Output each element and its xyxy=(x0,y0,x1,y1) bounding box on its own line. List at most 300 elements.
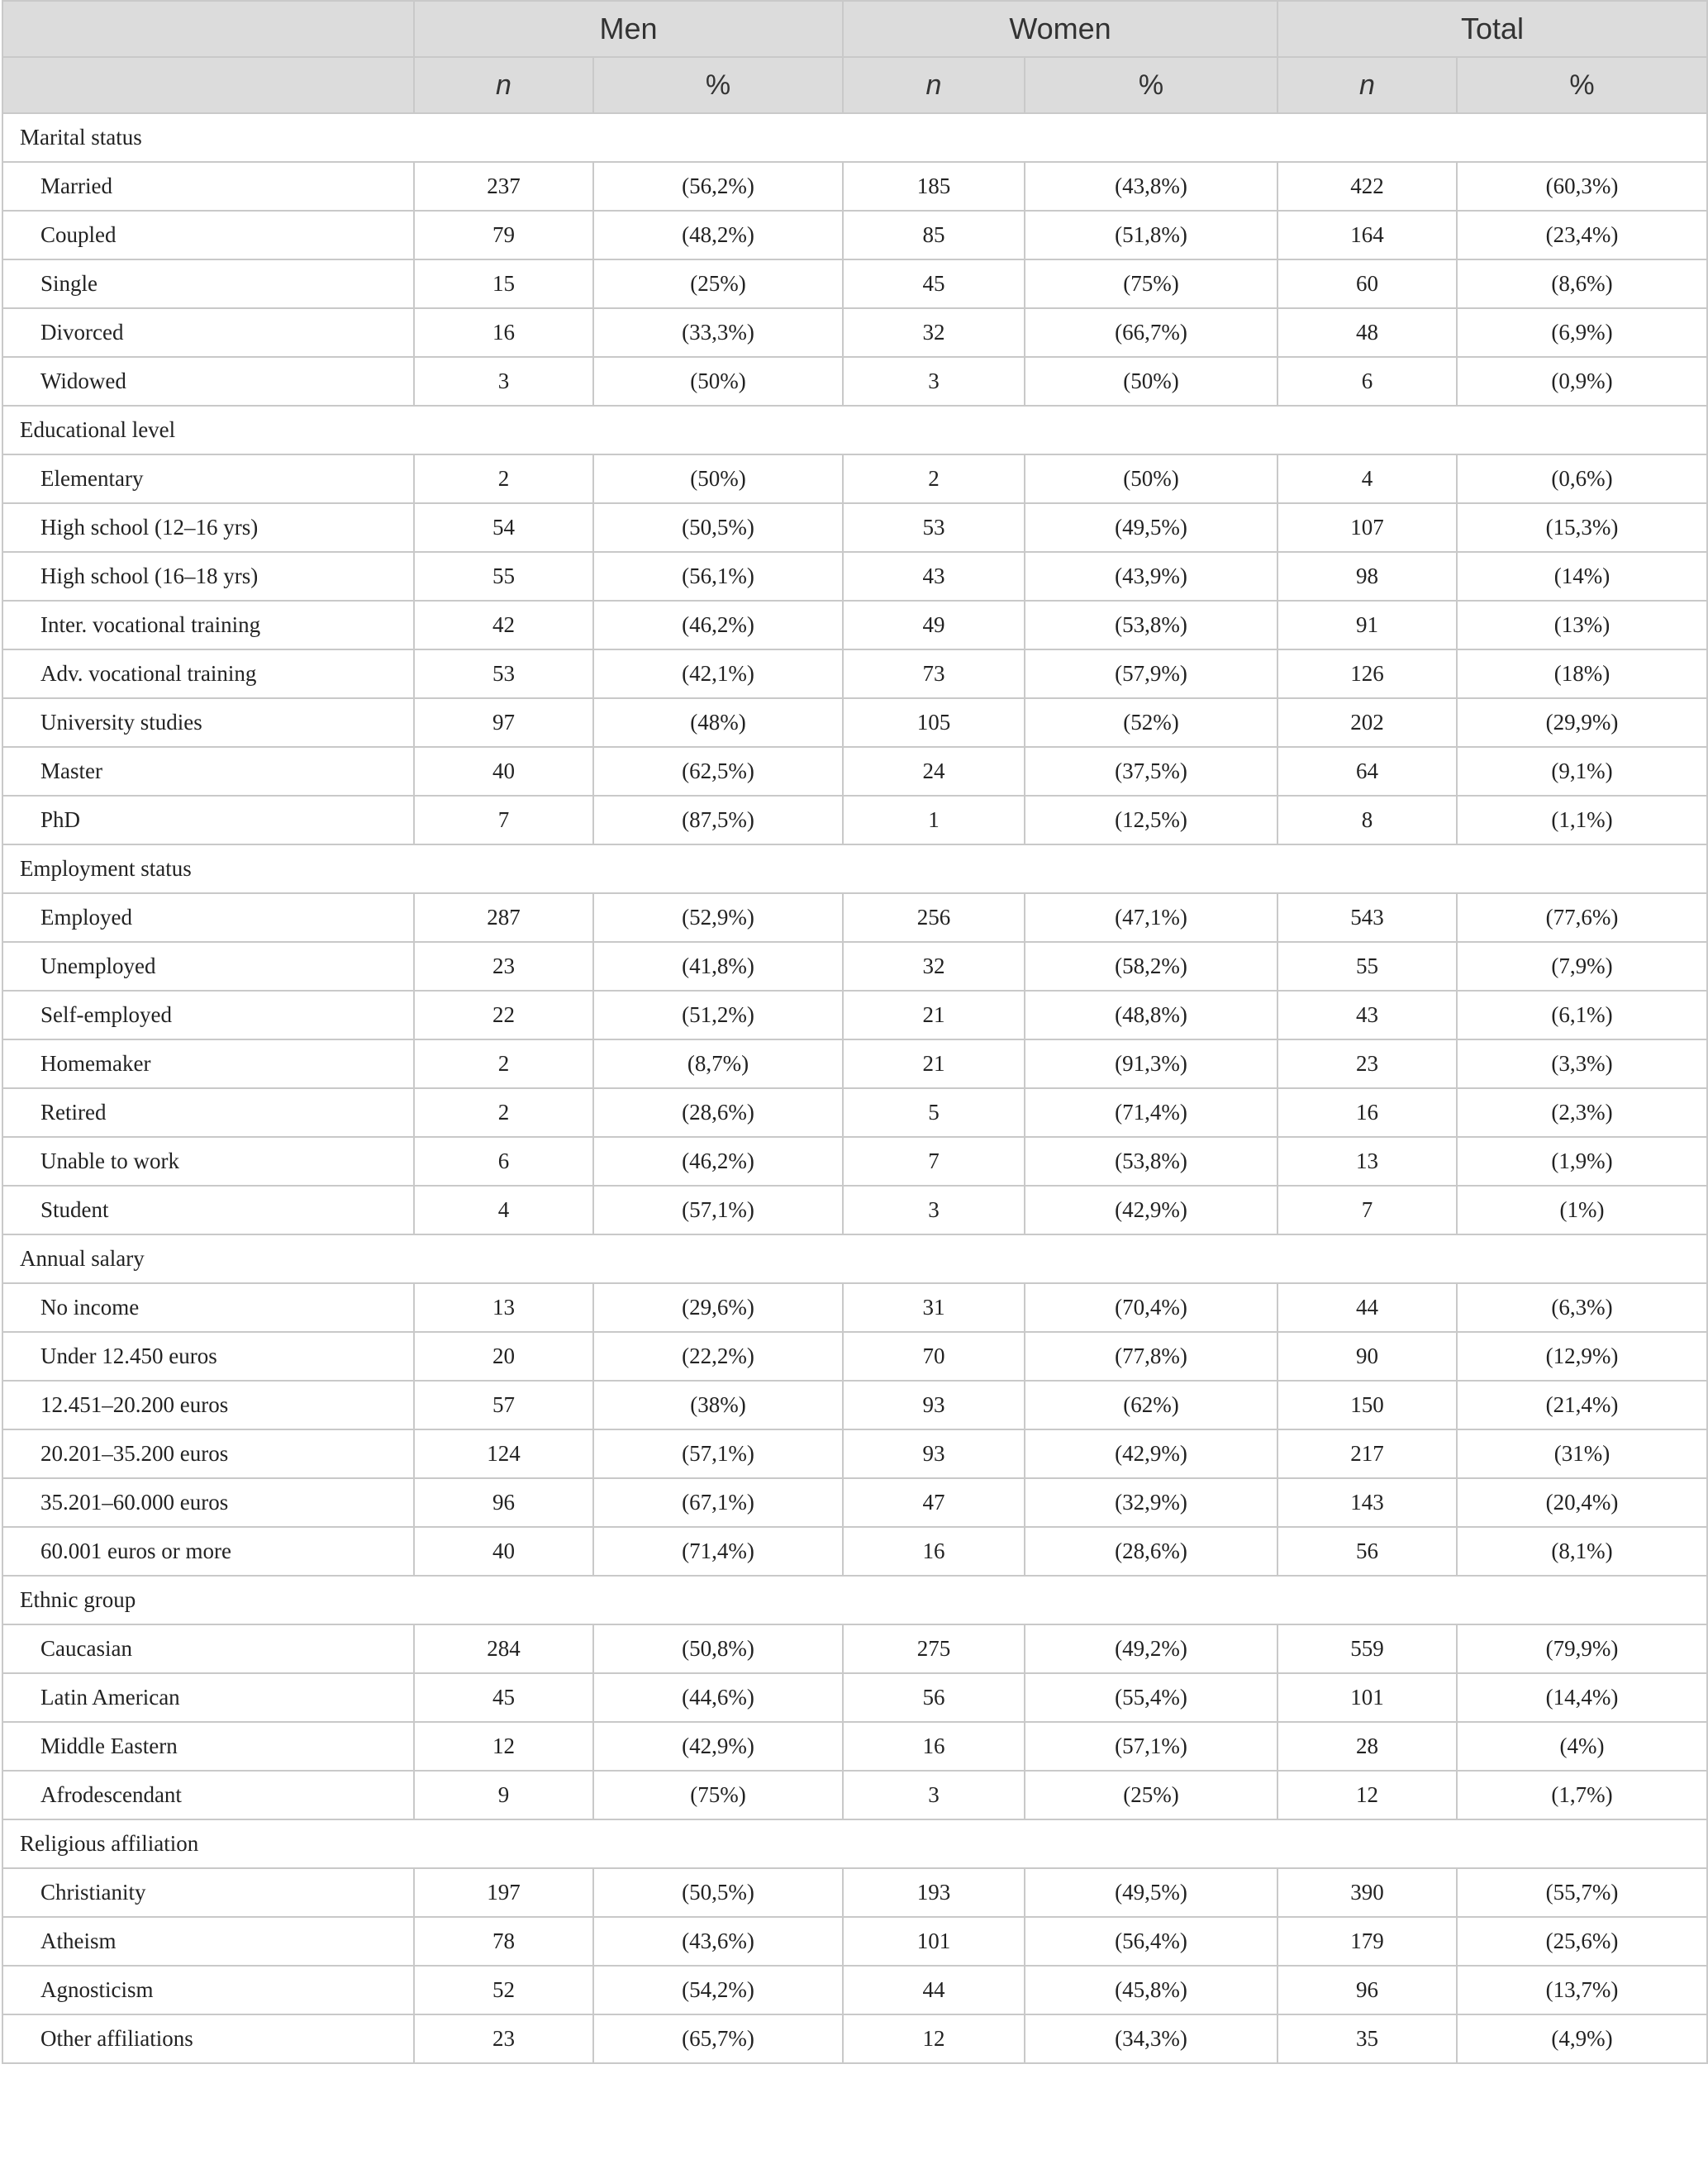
men-percent-cell: (51,2%) xyxy=(593,991,843,1039)
row-label: No income xyxy=(2,1283,414,1332)
section-title: Employment status xyxy=(2,844,1707,893)
men-percent-cell: (46,2%) xyxy=(593,601,843,649)
men-n-cell: 6 xyxy=(414,1137,593,1186)
row-label: Self-employed xyxy=(2,991,414,1039)
women-percent-cell: (55,4%) xyxy=(1025,1673,1277,1722)
total-n-cell: 13 xyxy=(1277,1137,1457,1186)
total-percent-cell: (20,4%) xyxy=(1457,1478,1707,1527)
total-n-cell: 179 xyxy=(1277,1917,1457,1966)
total-percent-cell: (1%) xyxy=(1457,1186,1707,1234)
header-men-n: n xyxy=(414,57,593,113)
table-row xyxy=(2,942,1707,991)
total-percent-cell: (23,4%) xyxy=(1457,211,1707,259)
women-percent-cell: (53,8%) xyxy=(1025,601,1277,649)
row-label: High school (12–16 yrs) xyxy=(2,503,414,552)
women-percent-cell: (48,8%) xyxy=(1025,991,1277,1039)
total-n-cell: 6 xyxy=(1277,357,1457,406)
total-percent-cell: (15,3%) xyxy=(1457,503,1707,552)
women-percent-cell: (58,2%) xyxy=(1025,942,1277,991)
total-n-cell: 90 xyxy=(1277,1332,1457,1381)
men-n-cell: 40 xyxy=(414,747,593,796)
header-men-percent: % xyxy=(593,57,843,113)
women-percent-cell: (49,2%) xyxy=(1025,1624,1277,1673)
section-title: Educational level xyxy=(2,406,1707,454)
women-n-cell: 32 xyxy=(843,942,1025,991)
women-percent-cell: (91,3%) xyxy=(1025,1039,1277,1088)
men-n-cell: 15 xyxy=(414,259,593,308)
section-title: Ethnic group xyxy=(2,1576,1707,1624)
women-percent-cell: (12,5%) xyxy=(1025,796,1277,844)
header-women-percent: % xyxy=(1025,57,1277,113)
total-n-cell: 60 xyxy=(1277,259,1457,308)
women-n-cell: 31 xyxy=(843,1283,1025,1332)
women-n-cell: 3 xyxy=(843,357,1025,406)
table-row xyxy=(2,308,1707,357)
men-percent-cell: (50,5%) xyxy=(593,1868,843,1917)
men-percent-cell: (25%) xyxy=(593,259,843,308)
women-percent-cell: (32,9%) xyxy=(1025,1478,1277,1527)
total-percent-cell: (14,4%) xyxy=(1457,1673,1707,1722)
header-total-n: n xyxy=(1277,57,1457,113)
total-n-cell: 23 xyxy=(1277,1039,1457,1088)
men-percent-cell: (62,5%) xyxy=(593,747,843,796)
total-n-cell: 43 xyxy=(1277,991,1457,1039)
women-n-cell: 21 xyxy=(843,991,1025,1039)
total-n-cell: 126 xyxy=(1277,649,1457,698)
men-percent-cell: (54,2%) xyxy=(593,1966,843,2014)
men-n-cell: 23 xyxy=(414,942,593,991)
total-percent-cell: (2,3%) xyxy=(1457,1088,1707,1137)
row-label: PhD xyxy=(2,796,414,844)
header-total-percent: % xyxy=(1457,57,1707,113)
men-percent-cell: (50,8%) xyxy=(593,1624,843,1673)
total-percent-cell: (14%) xyxy=(1457,552,1707,601)
women-n-cell: 3 xyxy=(843,1771,1025,1819)
total-percent-cell: (12,9%) xyxy=(1457,1332,1707,1381)
women-n-cell: 85 xyxy=(843,211,1025,259)
table-row xyxy=(2,1039,1707,1088)
men-percent-cell: (48,2%) xyxy=(593,211,843,259)
table-row xyxy=(2,893,1707,942)
row-label: Under 12.450 euros xyxy=(2,1332,414,1381)
total-n-cell: 96 xyxy=(1277,1966,1457,2014)
total-n-cell: 390 xyxy=(1277,1868,1457,1917)
total-n-cell: 107 xyxy=(1277,503,1457,552)
row-label: Latin American xyxy=(2,1673,414,1722)
table-row xyxy=(2,991,1707,1039)
header-subcolumn-row xyxy=(2,57,1707,113)
section-header-row xyxy=(2,844,1707,893)
total-percent-cell: (4%) xyxy=(1457,1722,1707,1771)
women-percent-cell: (37,5%) xyxy=(1025,747,1277,796)
total-percent-cell: (0,6%) xyxy=(1457,454,1707,503)
men-n-cell: 79 xyxy=(414,211,593,259)
women-n-cell: 93 xyxy=(843,1429,1025,1478)
row-label: 12.451–20.200 euros xyxy=(2,1381,414,1429)
men-n-cell: 23 xyxy=(414,2014,593,2063)
table-row xyxy=(2,552,1707,601)
women-percent-cell: (66,7%) xyxy=(1025,308,1277,357)
men-percent-cell: (43,6%) xyxy=(593,1917,843,1966)
women-percent-cell: (50%) xyxy=(1025,357,1277,406)
men-percent-cell: (65,7%) xyxy=(593,2014,843,2063)
men-percent-cell: (42,9%) xyxy=(593,1722,843,1771)
men-percent-cell: (57,1%) xyxy=(593,1186,843,1234)
men-percent-cell: (33,3%) xyxy=(593,308,843,357)
men-percent-cell: (67,1%) xyxy=(593,1478,843,1527)
women-percent-cell: (50%) xyxy=(1025,454,1277,503)
row-label: Retired xyxy=(2,1088,414,1137)
women-percent-cell: (42,9%) xyxy=(1025,1186,1277,1234)
women-n-cell: 43 xyxy=(843,552,1025,601)
total-percent-cell: (0,9%) xyxy=(1457,357,1707,406)
men-percent-cell: (22,2%) xyxy=(593,1332,843,1381)
men-percent-cell: (8,7%) xyxy=(593,1039,843,1088)
women-n-cell: 24 xyxy=(843,747,1025,796)
men-percent-cell: (57,1%) xyxy=(593,1429,843,1478)
women-percent-cell: (45,8%) xyxy=(1025,1966,1277,2014)
row-label: Caucasian xyxy=(2,1624,414,1673)
row-label: Afrodescendant xyxy=(2,1771,414,1819)
row-label: Other affiliations xyxy=(2,2014,414,2063)
table-row xyxy=(2,1137,1707,1186)
men-n-cell: 45 xyxy=(414,1673,593,1722)
row-label: Christianity xyxy=(2,1868,414,1917)
men-n-cell: 52 xyxy=(414,1966,593,2014)
women-n-cell: 101 xyxy=(843,1917,1025,1966)
men-n-cell: 197 xyxy=(414,1868,593,1917)
row-label: 35.201–60.000 euros xyxy=(2,1478,414,1527)
total-percent-cell: (25,6%) xyxy=(1457,1917,1707,1966)
men-n-cell: 2 xyxy=(414,454,593,503)
men-percent-cell: (87,5%) xyxy=(593,796,843,844)
men-percent-cell: (52,9%) xyxy=(593,893,843,942)
men-n-cell: 9 xyxy=(414,1771,593,1819)
women-percent-cell: (25%) xyxy=(1025,1771,1277,1819)
row-label: Widowed xyxy=(2,357,414,406)
total-n-cell: 150 xyxy=(1277,1381,1457,1429)
men-n-cell: 22 xyxy=(414,991,593,1039)
women-n-cell: 93 xyxy=(843,1381,1025,1429)
table-row xyxy=(2,796,1707,844)
men-n-cell: 40 xyxy=(414,1527,593,1576)
total-percent-cell: (6,1%) xyxy=(1457,991,1707,1039)
men-percent-cell: (50%) xyxy=(593,454,843,503)
women-n-cell: 16 xyxy=(843,1722,1025,1771)
table-row xyxy=(2,1283,1707,1332)
women-percent-cell: (49,5%) xyxy=(1025,503,1277,552)
men-n-cell: 96 xyxy=(414,1478,593,1527)
women-percent-cell: (57,9%) xyxy=(1025,649,1277,698)
women-n-cell: 105 xyxy=(843,698,1025,747)
total-n-cell: 16 xyxy=(1277,1088,1457,1137)
total-percent-cell: (29,9%) xyxy=(1457,698,1707,747)
women-percent-cell: (43,9%) xyxy=(1025,552,1277,601)
women-percent-cell: (47,1%) xyxy=(1025,893,1277,942)
total-n-cell: 143 xyxy=(1277,1478,1457,1527)
total-n-cell: 44 xyxy=(1277,1283,1457,1332)
women-n-cell: 70 xyxy=(843,1332,1025,1381)
table-row xyxy=(2,357,1707,406)
row-label: Single xyxy=(2,259,414,308)
header-corner-sub xyxy=(2,57,414,113)
table-row xyxy=(2,1771,1707,1819)
men-n-cell: 4 xyxy=(414,1186,593,1234)
row-label: Student xyxy=(2,1186,414,1234)
men-percent-cell: (50%) xyxy=(593,357,843,406)
men-n-cell: 16 xyxy=(414,308,593,357)
women-percent-cell: (42,9%) xyxy=(1025,1429,1277,1478)
row-label: Unable to work xyxy=(2,1137,414,1186)
total-n-cell: 559 xyxy=(1277,1624,1457,1673)
men-percent-cell: (38%) xyxy=(593,1381,843,1429)
row-label: Master xyxy=(2,747,414,796)
total-percent-cell: (1,7%) xyxy=(1457,1771,1707,1819)
total-percent-cell: (4,9%) xyxy=(1457,2014,1707,2063)
row-label: Divorced xyxy=(2,308,414,357)
section-header-row xyxy=(2,1819,1707,1868)
demographics-table xyxy=(2,0,1708,2064)
total-n-cell: 202 xyxy=(1277,698,1457,747)
women-percent-cell: (34,3%) xyxy=(1025,2014,1277,2063)
men-n-cell: 55 xyxy=(414,552,593,601)
total-percent-cell: (7,9%) xyxy=(1457,942,1707,991)
total-n-cell: 7 xyxy=(1277,1186,1457,1234)
women-n-cell: 7 xyxy=(843,1137,1025,1186)
row-label: Coupled xyxy=(2,211,414,259)
women-n-cell: 1 xyxy=(843,796,1025,844)
section-title: Annual salary xyxy=(2,1234,1707,1283)
men-n-cell: 54 xyxy=(414,503,593,552)
header-group-men: Men xyxy=(414,1,843,57)
table-row xyxy=(2,1478,1707,1527)
row-label: University studies xyxy=(2,698,414,747)
women-percent-cell: (71,4%) xyxy=(1025,1088,1277,1137)
table-row xyxy=(2,1527,1707,1576)
total-percent-cell: (1,1%) xyxy=(1457,796,1707,844)
header-group-women: Women xyxy=(843,1,1277,57)
women-n-cell: 56 xyxy=(843,1673,1025,1722)
women-percent-cell: (57,1%) xyxy=(1025,1722,1277,1771)
men-percent-cell: (48%) xyxy=(593,698,843,747)
table-row xyxy=(2,1966,1707,2014)
total-n-cell: 91 xyxy=(1277,601,1457,649)
table-row xyxy=(2,162,1707,211)
total-n-cell: 4 xyxy=(1277,454,1457,503)
men-n-cell: 284 xyxy=(414,1624,593,1673)
women-n-cell: 45 xyxy=(843,259,1025,308)
men-percent-cell: (46,2%) xyxy=(593,1137,843,1186)
men-n-cell: 7 xyxy=(414,796,593,844)
row-label: High school (16–18 yrs) xyxy=(2,552,414,601)
men-n-cell: 53 xyxy=(414,649,593,698)
women-percent-cell: (43,8%) xyxy=(1025,162,1277,211)
men-percent-cell: (50,5%) xyxy=(593,503,843,552)
total-percent-cell: (1,9%) xyxy=(1457,1137,1707,1186)
header-group-total: Total xyxy=(1277,1,1707,57)
table-row xyxy=(2,1429,1707,1478)
women-n-cell: 16 xyxy=(843,1527,1025,1576)
table-row xyxy=(2,1381,1707,1429)
women-percent-cell: (52%) xyxy=(1025,698,1277,747)
row-label: 60.001 euros or more xyxy=(2,1527,414,1576)
table-row xyxy=(2,1917,1707,1966)
women-n-cell: 44 xyxy=(843,1966,1025,2014)
women-n-cell: 12 xyxy=(843,2014,1025,2063)
women-percent-cell: (56,4%) xyxy=(1025,1917,1277,1966)
total-percent-cell: (3,3%) xyxy=(1457,1039,1707,1088)
total-n-cell: 98 xyxy=(1277,552,1457,601)
row-label: Middle Eastern xyxy=(2,1722,414,1771)
total-n-cell: 217 xyxy=(1277,1429,1457,1478)
table-row xyxy=(2,649,1707,698)
men-percent-cell: (56,2%) xyxy=(593,162,843,211)
men-percent-cell: (29,6%) xyxy=(593,1283,843,1332)
men-n-cell: 97 xyxy=(414,698,593,747)
table-row xyxy=(2,503,1707,552)
total-percent-cell: (8,1%) xyxy=(1457,1527,1707,1576)
men-n-cell: 20 xyxy=(414,1332,593,1381)
total-percent-cell: (13%) xyxy=(1457,601,1707,649)
women-n-cell: 2 xyxy=(843,454,1025,503)
row-label: Unemployed xyxy=(2,942,414,991)
men-n-cell: 2 xyxy=(414,1088,593,1137)
header-women-n: n xyxy=(843,57,1025,113)
women-n-cell: 275 xyxy=(843,1624,1025,1673)
men-percent-cell: (41,8%) xyxy=(593,942,843,991)
men-n-cell: 237 xyxy=(414,162,593,211)
women-percent-cell: (28,6%) xyxy=(1025,1527,1277,1576)
men-n-cell: 57 xyxy=(414,1381,593,1429)
total-percent-cell: (9,1%) xyxy=(1457,747,1707,796)
men-n-cell: 12 xyxy=(414,1722,593,1771)
men-n-cell: 42 xyxy=(414,601,593,649)
table-row xyxy=(2,211,1707,259)
total-n-cell: 48 xyxy=(1277,308,1457,357)
table-row xyxy=(2,698,1707,747)
women-percent-cell: (77,8%) xyxy=(1025,1332,1277,1381)
men-percent-cell: (71,4%) xyxy=(593,1527,843,1576)
women-percent-cell: (53,8%) xyxy=(1025,1137,1277,1186)
women-n-cell: 3 xyxy=(843,1186,1025,1234)
table-row xyxy=(2,1186,1707,1234)
total-n-cell: 101 xyxy=(1277,1673,1457,1722)
men-n-cell: 3 xyxy=(414,357,593,406)
total-n-cell: 64 xyxy=(1277,747,1457,796)
row-label: Atheism xyxy=(2,1917,414,1966)
table-row xyxy=(2,259,1707,308)
men-n-cell: 13 xyxy=(414,1283,593,1332)
total-percent-cell: (79,9%) xyxy=(1457,1624,1707,1673)
table-row xyxy=(2,747,1707,796)
table-row xyxy=(2,1722,1707,1771)
total-percent-cell: (6,9%) xyxy=(1457,308,1707,357)
women-n-cell: 73 xyxy=(843,649,1025,698)
men-percent-cell: (28,6%) xyxy=(593,1088,843,1137)
header-corner xyxy=(2,1,414,57)
header-group-row xyxy=(2,1,1707,57)
women-percent-cell: (49,5%) xyxy=(1025,1868,1277,1917)
table-row xyxy=(2,1332,1707,1381)
women-n-cell: 256 xyxy=(843,893,1025,942)
row-label: Elementary xyxy=(2,454,414,503)
men-percent-cell: (42,1%) xyxy=(593,649,843,698)
row-label: Homemaker xyxy=(2,1039,414,1088)
table-row xyxy=(2,1624,1707,1673)
total-n-cell: 543 xyxy=(1277,893,1457,942)
total-percent-cell: (31%) xyxy=(1457,1429,1707,1478)
row-label: Inter. vocational training xyxy=(2,601,414,649)
section-header-row xyxy=(2,406,1707,454)
row-label: Employed xyxy=(2,893,414,942)
women-n-cell: 5 xyxy=(843,1088,1025,1137)
women-percent-cell: (75%) xyxy=(1025,259,1277,308)
table-row xyxy=(2,2014,1707,2063)
total-n-cell: 164 xyxy=(1277,211,1457,259)
women-percent-cell: (51,8%) xyxy=(1025,211,1277,259)
section-header-row xyxy=(2,1234,1707,1283)
women-n-cell: 47 xyxy=(843,1478,1025,1527)
total-percent-cell: (60,3%) xyxy=(1457,162,1707,211)
women-n-cell: 185 xyxy=(843,162,1025,211)
women-n-cell: 193 xyxy=(843,1868,1025,1917)
table-header xyxy=(2,1,1707,113)
total-n-cell: 422 xyxy=(1277,162,1457,211)
total-n-cell: 55 xyxy=(1277,942,1457,991)
total-n-cell: 12 xyxy=(1277,1771,1457,1819)
women-n-cell: 53 xyxy=(843,503,1025,552)
row-label: 20.201–35.200 euros xyxy=(2,1429,414,1478)
total-percent-cell: (21,4%) xyxy=(1457,1381,1707,1429)
total-n-cell: 35 xyxy=(1277,2014,1457,2063)
table-row xyxy=(2,454,1707,503)
women-percent-cell: (62%) xyxy=(1025,1381,1277,1429)
men-percent-cell: (56,1%) xyxy=(593,552,843,601)
men-percent-cell: (75%) xyxy=(593,1771,843,1819)
men-n-cell: 2 xyxy=(414,1039,593,1088)
women-n-cell: 32 xyxy=(843,308,1025,357)
table-row xyxy=(2,1868,1707,1917)
women-n-cell: 21 xyxy=(843,1039,1025,1088)
men-n-cell: 78 xyxy=(414,1917,593,1966)
total-n-cell: 56 xyxy=(1277,1527,1457,1576)
row-label: Married xyxy=(2,162,414,211)
total-percent-cell: (18%) xyxy=(1457,649,1707,698)
row-label: Adv. vocational training xyxy=(2,649,414,698)
section-header-row xyxy=(2,113,1707,162)
men-percent-cell: (44,6%) xyxy=(593,1673,843,1722)
total-percent-cell: (13,7%) xyxy=(1457,1966,1707,2014)
women-percent-cell: (70,4%) xyxy=(1025,1283,1277,1332)
total-n-cell: 8 xyxy=(1277,796,1457,844)
total-percent-cell: (8,6%) xyxy=(1457,259,1707,308)
total-percent-cell: (6,3%) xyxy=(1457,1283,1707,1332)
table-row xyxy=(2,1088,1707,1137)
total-n-cell: 28 xyxy=(1277,1722,1457,1771)
table-body xyxy=(2,113,1707,2063)
men-n-cell: 287 xyxy=(414,893,593,942)
row-label: Agnosticism xyxy=(2,1966,414,2014)
men-n-cell: 124 xyxy=(414,1429,593,1478)
table-row xyxy=(2,601,1707,649)
total-percent-cell: (77,6%) xyxy=(1457,893,1707,942)
total-percent-cell: (55,7%) xyxy=(1457,1868,1707,1917)
section-header-row xyxy=(2,1576,1707,1624)
table-row xyxy=(2,1673,1707,1722)
section-title: Religious affiliation xyxy=(2,1819,1707,1868)
women-n-cell: 49 xyxy=(843,601,1025,649)
section-title: Marital status xyxy=(2,113,1707,162)
